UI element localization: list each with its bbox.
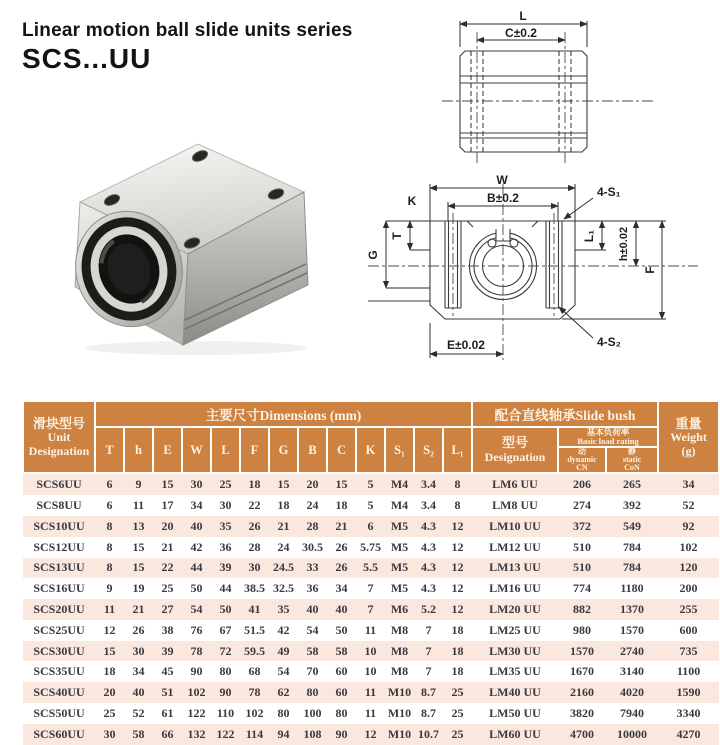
- cell-G: 62: [277, 685, 290, 700]
- cell-h: 58: [132, 726, 145, 741]
- cell-G: 24: [277, 539, 290, 554]
- cell-unit: SCS30UU: [33, 643, 85, 658]
- cell-S1: M4: [390, 498, 409, 512]
- cell-dynamic: 2160: [570, 685, 594, 700]
- cell-C: 80: [335, 705, 348, 720]
- cell-weight: 102: [679, 539, 698, 554]
- cell-dynamic: 510: [573, 560, 591, 575]
- table-row: [23, 516, 719, 537]
- cell-C: 58: [335, 643, 348, 658]
- cell-bush: LM13 UU: [489, 560, 541, 575]
- dim-label-G: G: [366, 250, 380, 260]
- cell-L: 67: [219, 622, 232, 637]
- cell-dynamic: 774: [573, 581, 591, 596]
- table-row: [23, 537, 719, 558]
- cell-L1: 12: [451, 560, 464, 575]
- cell-L: 72: [219, 643, 232, 658]
- cell-weight: 52: [682, 498, 695, 512]
- cell-F: 114: [245, 726, 264, 741]
- cell-S1: M8: [390, 643, 409, 658]
- cell-L1: 18: [451, 622, 464, 637]
- table-row: [23, 495, 719, 516]
- cell-unit: SCS20UU: [33, 601, 85, 616]
- cell-bush: LM25 UU: [489, 622, 541, 637]
- cell-S2: 8.7: [421, 705, 436, 720]
- cell-B: 54: [306, 622, 319, 637]
- cell-F: 41: [248, 601, 261, 616]
- cell-B: 24: [306, 498, 319, 512]
- cell-L1: 18: [451, 664, 464, 679]
- cell-unit: SCS35UU: [33, 664, 85, 679]
- cell-F: 38.5: [244, 581, 265, 596]
- cell-L: 30: [219, 498, 232, 512]
- cell-B: 100: [303, 705, 322, 720]
- cell-dynamic: 4700: [570, 726, 594, 741]
- header-static-load: 静 static CoN: [606, 447, 658, 473]
- cell-h: 30: [132, 643, 145, 658]
- cell-S2: 7: [425, 622, 432, 637]
- cell-S1: M4: [390, 477, 409, 492]
- table-row: [23, 620, 719, 641]
- cell-C: 26: [335, 539, 348, 554]
- cell-unit: SCS10UU: [33, 518, 85, 533]
- cell-K: 7: [367, 581, 374, 596]
- cell-K: 5.5: [363, 560, 378, 575]
- cell-dynamic: 510: [573, 539, 591, 554]
- cell-L: 80: [219, 664, 232, 679]
- col-L1: L₁: [443, 427, 472, 473]
- cell-E: 51: [161, 685, 174, 700]
- dim-label-4S2: 4-S₂: [597, 335, 622, 349]
- cell-unit: SCS6UU: [36, 477, 82, 492]
- dim-label-K: K: [407, 194, 417, 208]
- cell-C: 90: [335, 726, 348, 741]
- col-S1: S₁: [385, 427, 414, 473]
- page-title: [22, 20, 352, 75]
- cell-dynamic: 1570: [570, 643, 594, 658]
- cell-F: 59.5: [244, 643, 265, 658]
- cell-C: 21: [335, 518, 348, 533]
- cell-K: 5.75: [360, 539, 381, 554]
- cell-K: 10: [364, 664, 377, 679]
- cell-G: 24.5: [273, 560, 294, 575]
- cell-weight: 200: [679, 581, 698, 596]
- cell-weight: 1590: [676, 685, 701, 700]
- cell-static: 2740: [620, 643, 645, 658]
- cell-C: 40: [335, 601, 348, 616]
- cell-T: 8: [106, 539, 113, 554]
- cell-F: 102: [245, 705, 264, 720]
- dim-label-h: h±0.02: [618, 226, 630, 262]
- cell-S1: M10: [387, 726, 412, 741]
- cell-G: 32.5: [273, 581, 294, 596]
- cell-G: 80: [277, 705, 290, 720]
- cell-G: 21: [277, 518, 290, 533]
- cell-W: 90: [190, 664, 203, 679]
- header-bush-model: 型号 Designation: [472, 427, 558, 473]
- cell-B: 30.5: [302, 539, 323, 554]
- cell-T: 9: [106, 581, 113, 596]
- dim-label-C: C±0.2: [505, 26, 537, 40]
- cell-h: 9: [135, 477, 142, 492]
- cell-weight: 1100: [676, 664, 701, 679]
- cell-C: 34: [335, 581, 348, 596]
- col-h: h: [124, 427, 153, 473]
- cell-bush: LM35 UU: [489, 664, 541, 679]
- cell-weight: 735: [679, 643, 698, 658]
- cell-dynamic: 1670: [570, 664, 594, 679]
- cell-W: 122: [187, 705, 206, 720]
- cell-S2: 4.3: [421, 560, 436, 575]
- cell-unit: SCS12UU: [33, 539, 85, 554]
- cell-K: 7: [367, 601, 374, 616]
- col-E: E: [153, 427, 182, 473]
- col-W: W: [182, 427, 211, 473]
- cell-weight: 600: [679, 622, 698, 637]
- cell-T: 12: [103, 622, 116, 637]
- cell-L: 44: [219, 581, 232, 596]
- cell-S1: M5: [390, 539, 409, 554]
- header-dynamic-load: 动 dynamic CN: [558, 447, 606, 473]
- cell-L1: 25: [451, 685, 464, 700]
- cell-dynamic: 3820: [570, 705, 594, 720]
- model-title: SCS...UU: [22, 42, 152, 74]
- col-T: T: [95, 427, 124, 473]
- cell-bush: LM10 UU: [489, 518, 541, 533]
- spec-table: [22, 400, 720, 745]
- cell-E: 61: [161, 705, 174, 720]
- cell-L1: 12: [451, 539, 464, 554]
- cell-L1: 18: [451, 643, 464, 658]
- header-unit-designation: 滑块型号 Unit Designation: [23, 401, 95, 473]
- table-row: [23, 724, 719, 745]
- cell-static: 10000: [617, 726, 648, 741]
- cell-L: 39: [219, 560, 232, 575]
- top-view-drawing: [438, 2, 660, 170]
- cell-static: 1370: [620, 601, 645, 616]
- cell-bush: LM20 UU: [489, 601, 541, 616]
- top-view-outline: [460, 51, 587, 152]
- dim-label-E: E±0.02: [447, 338, 485, 352]
- cell-S2: 4.3: [421, 518, 436, 533]
- table-row: [23, 641, 719, 662]
- cell-C: 15: [335, 477, 348, 492]
- cell-C: 18: [335, 498, 348, 512]
- cell-bush: LM60 UU: [489, 726, 541, 741]
- cell-unit: SCS8UU: [36, 498, 82, 512]
- cell-L: 50: [219, 601, 232, 616]
- cell-B: 28: [306, 518, 319, 533]
- cell-h: 19: [132, 581, 145, 596]
- cell-E: 22: [161, 560, 174, 575]
- cell-C: 50: [335, 622, 348, 637]
- cell-B: 70: [306, 664, 319, 679]
- cell-static: 392: [623, 498, 642, 512]
- header-slide-bush-group: 配合直线轴承Slide bush: [472, 401, 658, 427]
- cell-static: 1570: [620, 622, 645, 637]
- cell-K: 10: [364, 643, 377, 658]
- col-L: L: [211, 427, 240, 473]
- cell-C: 60: [335, 664, 348, 679]
- cell-h: 15: [132, 560, 145, 575]
- cell-static: 3140: [620, 664, 645, 679]
- cell-L: 122: [216, 726, 235, 741]
- cell-S2: 4.3: [421, 581, 436, 596]
- header-dimensions-group: 主要尺寸Dimensions (mm): [95, 401, 472, 427]
- cell-L1: 25: [451, 726, 464, 741]
- cell-F: 30: [248, 560, 261, 575]
- cell-S1: M10: [387, 685, 412, 700]
- table-body: [23, 473, 719, 744]
- cell-E: 38: [161, 622, 174, 637]
- cell-B: 58: [306, 643, 319, 658]
- cell-S2: 5.2: [421, 601, 436, 616]
- cell-dynamic: 372: [573, 518, 591, 533]
- cell-S2: 3.4: [421, 477, 436, 492]
- cell-W: 76: [190, 622, 203, 637]
- cell-F: 78: [248, 685, 261, 700]
- cell-bush: LM50 UU: [489, 705, 541, 720]
- cell-E: 15: [161, 477, 174, 492]
- cell-S2: 8.7: [421, 685, 436, 700]
- col-C: C: [327, 427, 356, 473]
- cell-K: 11: [364, 685, 377, 700]
- cell-bush: LM30 UU: [489, 643, 541, 658]
- cell-B: 20: [306, 477, 319, 492]
- cell-S2: 10.7: [418, 726, 439, 741]
- cell-T: 8: [106, 518, 113, 533]
- cell-G: 18: [277, 498, 290, 512]
- cell-unit: SCS16UU: [33, 581, 85, 596]
- cell-S1: M8: [390, 664, 409, 679]
- cell-T: 25: [103, 705, 116, 720]
- col-B: B: [298, 427, 327, 473]
- cell-h: 21: [132, 601, 145, 616]
- cell-L1: 25: [451, 705, 464, 720]
- cell-static: 784: [623, 539, 642, 554]
- table-row: [23, 578, 719, 599]
- cell-T: 8: [106, 560, 113, 575]
- cell-W: 34: [190, 498, 203, 512]
- cell-G: 54: [277, 664, 290, 679]
- cell-bush: LM6 UU: [492, 477, 538, 492]
- cell-E: 25: [161, 581, 174, 596]
- cell-S2: 4.3: [421, 539, 436, 554]
- cell-F: 28: [248, 539, 261, 554]
- cell-B: 108: [303, 726, 322, 741]
- cell-L1: 12: [451, 518, 464, 533]
- cell-T: 30: [103, 726, 116, 741]
- table-row: [23, 682, 719, 703]
- cell-B: 36: [306, 581, 319, 596]
- photo-shadow: [84, 341, 308, 355]
- cell-C: 26: [335, 560, 348, 575]
- cell-weight: 92: [682, 518, 695, 533]
- cell-G: 35: [277, 601, 290, 616]
- cell-h: 52: [132, 705, 145, 720]
- cell-bush: LM8 UU: [492, 498, 538, 512]
- table-row: [23, 558, 719, 579]
- cell-K: 5: [367, 477, 374, 492]
- cell-G: 42: [277, 622, 290, 637]
- cell-K: 12: [364, 726, 377, 741]
- dimension-lines: [386, 184, 666, 358]
- cell-unit: SCS40UU: [33, 685, 85, 700]
- cell-B: 40: [306, 601, 319, 616]
- cell-W: 42: [190, 539, 203, 554]
- cell-T: 15: [103, 643, 116, 658]
- cell-bush: LM16 UU: [489, 581, 541, 596]
- cell-T: 20: [103, 685, 116, 700]
- cell-L: 90: [219, 685, 232, 700]
- cell-L1: 8: [454, 477, 461, 492]
- cell-dynamic: 980: [573, 622, 591, 637]
- cell-unit: SCS13UU: [33, 560, 85, 575]
- cell-E: 66: [161, 726, 174, 741]
- cell-G: 15: [277, 477, 290, 492]
- cell-T: 18: [103, 664, 116, 679]
- cell-h: 15: [132, 539, 145, 554]
- cell-W: 54: [190, 601, 203, 616]
- table-row: [23, 473, 719, 495]
- cell-E: 45: [161, 664, 174, 679]
- cell-S1: M8: [390, 622, 409, 637]
- cell-W: 50: [190, 581, 203, 596]
- dim-label-4S1: 4-S₁: [597, 185, 621, 199]
- cell-unit: SCS25UU: [33, 622, 85, 637]
- cell-C: 60: [335, 685, 348, 700]
- cell-F: 22: [248, 498, 261, 512]
- cell-S2: 7: [425, 643, 432, 658]
- dim-label-F: F: [643, 266, 657, 274]
- cell-h: 11: [132, 498, 145, 512]
- cell-E: 20: [161, 518, 174, 533]
- cell-weight: 3340: [676, 705, 701, 720]
- cell-T: 11: [103, 601, 116, 616]
- cell-E: 21: [161, 539, 174, 554]
- cell-S1: M5: [390, 581, 409, 596]
- cell-F: 51.5: [244, 622, 265, 637]
- table-row: [23, 661, 719, 682]
- cell-W: 102: [187, 685, 206, 700]
- cell-L: 36: [219, 539, 232, 554]
- dim-label-B: B±0.2: [487, 191, 519, 205]
- cell-T: 6: [106, 498, 113, 512]
- cell-h: 40: [132, 685, 145, 700]
- cell-unit: SCS50UU: [33, 705, 85, 720]
- dim-label-T: T: [390, 232, 404, 240]
- cell-weight: 120: [679, 560, 698, 575]
- cell-weight: 34: [682, 477, 695, 492]
- cell-static: 784: [623, 560, 642, 575]
- hole-hidden-lines: [471, 51, 571, 152]
- col-K: K: [356, 427, 385, 473]
- dim-label-W: W: [496, 173, 508, 187]
- cell-h: 26: [132, 622, 145, 637]
- cell-static: 1180: [620, 581, 644, 596]
- cell-B: 33: [306, 560, 319, 575]
- cell-h: 13: [132, 518, 145, 533]
- cell-S2: 7: [425, 664, 432, 679]
- cell-W: 30: [190, 477, 203, 492]
- cell-L1: 12: [451, 601, 464, 616]
- cell-W: 44: [190, 560, 203, 575]
- col-G: G: [269, 427, 298, 473]
- cell-bush: LM12 UU: [489, 539, 541, 554]
- cell-L: 25: [219, 477, 232, 492]
- header-weight: 重量 Weight (g): [658, 401, 719, 473]
- cell-dynamic: 274: [573, 498, 591, 512]
- cell-static: 4020: [620, 685, 645, 700]
- cell-W: 132: [187, 726, 206, 741]
- series-title: Linear motion ball slide units series: [22, 20, 353, 41]
- cell-F: 18: [248, 477, 261, 492]
- col-F: F: [240, 427, 269, 473]
- col-S2: S₂: [414, 427, 443, 473]
- cell-E: 17: [161, 498, 174, 512]
- table-row: [23, 703, 719, 724]
- cell-W: 78: [190, 643, 203, 658]
- cell-K: 11: [364, 622, 377, 637]
- cell-T: 6: [106, 477, 113, 492]
- cell-L1: 12: [451, 581, 464, 596]
- cell-E: 27: [161, 601, 174, 616]
- header-basic-load-rating: 基本负荷率 Basic load rating: [558, 427, 658, 447]
- cell-F: 26: [248, 518, 261, 533]
- cell-weight: 255: [679, 601, 698, 616]
- front-view-drawing: [366, 158, 720, 396]
- cell-K: 11: [364, 705, 377, 720]
- cell-E: 39: [161, 643, 174, 658]
- cell-dynamic: 206: [573, 477, 591, 492]
- cell-L: 110: [216, 705, 235, 720]
- cell-static: 7940: [620, 705, 645, 720]
- cell-bush: LM40 UU: [489, 685, 541, 700]
- cell-dynamic: 882: [573, 601, 591, 616]
- cell-S1: M10: [387, 705, 412, 720]
- cell-K: 5: [367, 498, 374, 512]
- cell-L: 35: [219, 518, 232, 533]
- cell-S1: M6: [390, 601, 409, 616]
- cell-W: 40: [190, 518, 203, 533]
- cell-B: 80: [306, 685, 319, 700]
- dim-label-L: L: [519, 9, 527, 23]
- cell-G: 49: [277, 643, 290, 658]
- cell-K: 6: [367, 518, 374, 533]
- cell-S1: M5: [390, 518, 409, 533]
- cell-G: 94: [277, 726, 290, 741]
- cell-L1: 8: [454, 498, 461, 512]
- cell-static: 549: [623, 518, 642, 533]
- table-header: [23, 401, 719, 473]
- cell-S1: M5: [390, 560, 409, 575]
- product-photo: [46, 106, 334, 356]
- cell-S2: 3.4: [421, 498, 436, 512]
- cell-weight: 4270: [676, 726, 701, 741]
- cell-F: 68: [248, 664, 261, 679]
- centerlines: [442, 32, 656, 163]
- cell-h: 34: [132, 664, 145, 679]
- cell-static: 265: [623, 477, 642, 492]
- dim-label-L1: L₁: [582, 229, 596, 243]
- cell-unit: SCS60UU: [33, 726, 85, 741]
- table-row: [23, 599, 719, 620]
